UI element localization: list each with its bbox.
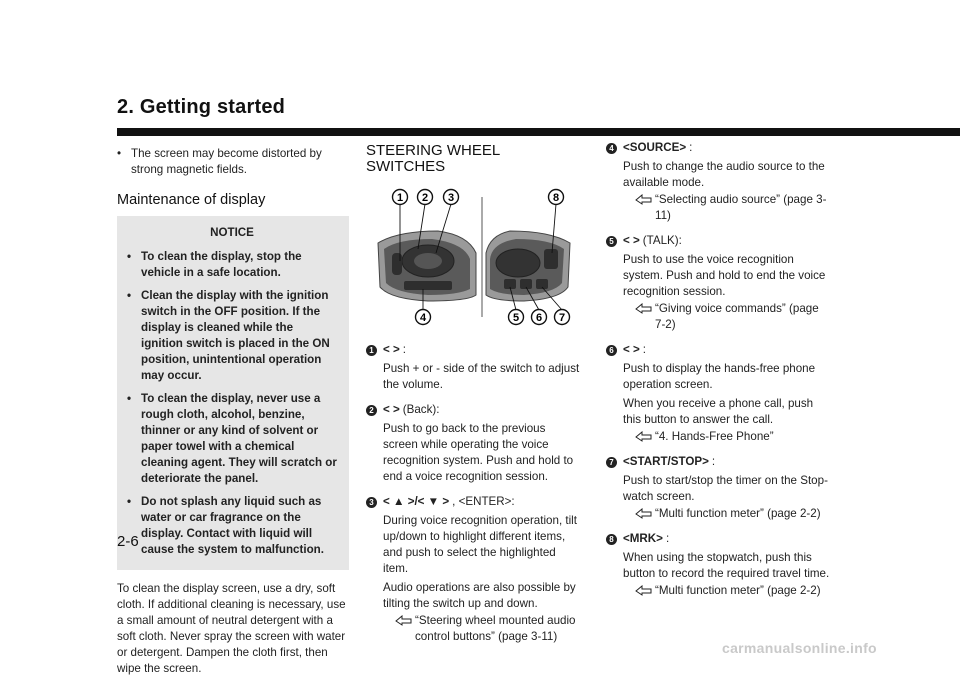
callout-4 <box>416 310 431 325</box>
item-description: When you receive a phone call, push this button to answer the call. <box>623 397 814 426</box>
switch-symbol: < > <box>383 343 400 356</box>
page-number: 2-6 <box>117 533 139 550</box>
bullet-text: The screen may become distorted by strong magnetic fields. <box>131 147 322 176</box>
item-description: During voice recognition operation, tilt up/down to highlight different items, and push to select the highlighted item. <box>383 514 577 575</box>
svg-text:5: 5 <box>512 312 520 324</box>
item-number: 6 <box>606 345 617 356</box>
notice-heading: NOTICE <box>210 226 254 239</box>
switch-symbol: < ▲ >/< ▼ > <box>383 495 450 508</box>
maintenance-heading: Maintenance of display <box>117 192 266 208</box>
switch-item-4 <box>606 140 831 224</box>
callout-1 <box>393 190 408 205</box>
reference-pointer-icon <box>635 508 652 519</box>
callout-2 <box>418 190 433 205</box>
reference-text: “4. Hands-Free Phone” <box>655 430 774 443</box>
chapter-rule <box>117 128 960 136</box>
item-description: Push + or - side of the switch to adjust the volume. <box>383 362 580 391</box>
switch-item-8 <box>606 531 831 599</box>
reference-pointer-icon <box>635 303 652 314</box>
chapter-title: 2. Getting started <box>117 96 286 118</box>
bullet-distortion <box>117 146 349 178</box>
steering-switches-heading: STEERING WHEEL SWITCHES <box>366 142 500 175</box>
svg-text:6: 6 <box>535 312 543 324</box>
notice-item: • To clean the display, stop the vehicle in a safe location. <box>127 249 337 281</box>
svg-text:4: 4 <box>419 312 427 324</box>
switch-label: : <box>689 141 693 154</box>
reference-text: “Selecting audio source” (page 3-11) <box>655 193 827 222</box>
svg-text:8: 8 <box>552 192 560 204</box>
switch-item-3 <box>366 494 581 645</box>
callout-7 <box>555 310 570 325</box>
switch-item-2 <box>366 402 581 485</box>
column-steering-switches <box>366 143 581 645</box>
column-maintenance <box>117 146 349 677</box>
svg-text:7: 7 <box>558 312 566 324</box>
cleaning-paragraph: To clean the display screen, use a dry, soft cloth. If additional cleaning is necessary, use a small amount of neutral detergent with a soft cloth. Never spray the screen with water or detergent. Dampen the cloth first, then wipe the screen. <box>117 582 346 675</box>
switch-symbol: < > <box>623 343 640 356</box>
switch-label: : <box>402 343 406 356</box>
svg-text:2: 2 <box>421 192 429 204</box>
switch-item-5 <box>606 233 831 333</box>
notice-item-text: Clean the display with the ignition switch in the OFF position. If the display is cleaned while the ignition switch is placed in the ON position, unintentional operation may occur. <box>141 289 330 382</box>
item-description: Push to display the hands-free phone operation screen. <box>623 362 816 391</box>
switch-symbol: < > <box>383 403 400 416</box>
notice-item-text: To clean the display, stop the vehicle in a safe location. <box>141 250 302 279</box>
notice-item-text: To clean the display, never use a rough cloth, alcohol, benzine, thinner or any kind of solvent or paper towel with a chemical cleaning agent. They will scratch or deteriorate the panel. <box>141 392 337 485</box>
reference-text: “Multi function meter” (page 2-2) <box>655 507 821 520</box>
column-switch-descriptions <box>606 140 831 599</box>
item-description: Push to use the voice recognition system. Push and hold to end the voice recognition session. <box>623 253 826 298</box>
item-description: Audio operations are also possible by tilting the switch up and down. <box>383 581 576 610</box>
item-number: 3 <box>366 497 377 508</box>
notice-item: • To clean the display, never use a rough cloth, alcohol, benzine, thinner or any kind of solvent or paper towel with a chemical cleaning agent. They will scratch or deteriorate the panel. <box>127 392 337 485</box>
reference-pointer-icon <box>635 194 652 205</box>
page-reference[interactable] <box>383 613 581 645</box>
switch-symbol: < > <box>623 234 640 247</box>
switch-symbol: <MRK> <box>623 532 663 545</box>
switch-symbol: <SOURCE> <box>623 141 687 154</box>
notice-item-text: Do not splash any liquid such as water or car fragrance on the display. Contact with liquid will cause the system to malfunction. <box>141 495 324 556</box>
item-description: Push to start/stop the timer on the Stop-watch screen. <box>623 474 828 503</box>
item-number: 1 <box>366 345 377 356</box>
item-number: 4 <box>606 143 617 154</box>
switch-label: : <box>711 455 716 468</box>
reference-pointer-icon <box>635 585 652 596</box>
item-number: 2 <box>366 405 377 416</box>
notice-item: • Clean the display with the ignition switch in the OFF position. If the display is cleaned while the ignition switch is placed in the ON position, unintentional operation may occur. <box>127 288 337 384</box>
page-reference[interactable] <box>623 301 831 333</box>
switch-label: (TALK): <box>642 234 682 247</box>
switch-item-6 <box>606 342 831 445</box>
reference-text: “Multi function meter” (page 2-2) <box>655 584 821 597</box>
callout-3 <box>444 190 459 205</box>
svg-text:3: 3 <box>447 192 455 204</box>
item-description: Push to change the audio source to the available mode. <box>623 160 825 189</box>
switch-label: : <box>642 343 646 356</box>
item-number: 5 <box>606 236 617 247</box>
switch-item-7 <box>606 454 831 522</box>
watermark: carmanualsonline.info <box>722 640 877 656</box>
notice-item: • Do not splash any liquid such as water or car fragrance on the display. Contact with liquid will cause the system to malfunction. <box>127 494 337 558</box>
reference-pointer-icon <box>635 431 652 442</box>
callout-6 <box>532 310 547 325</box>
page-reference[interactable] <box>623 192 831 224</box>
switch-label: (Back): <box>402 403 440 416</box>
item-description: When using the stopwatch, push this button to record the required travel time. <box>623 551 830 580</box>
steering-wheel-illustration <box>368 183 580 333</box>
page-reference[interactable] <box>623 506 831 522</box>
svg-text:1: 1 <box>396 192 404 204</box>
switch-label: : <box>665 532 670 545</box>
switch-item-1 <box>366 342 581 393</box>
item-number: 7 <box>606 457 617 468</box>
callout-5 <box>509 310 524 325</box>
page-reference[interactable] <box>623 583 831 599</box>
page-reference[interactable] <box>623 429 831 445</box>
reference-text: “Giving voice commands” (page 7-2) <box>655 302 819 331</box>
item-number: 8 <box>606 534 617 545</box>
callout-8 <box>549 190 564 205</box>
switch-symbol: <START/STOP> <box>623 455 709 468</box>
reference-text: “Steering wheel mounted audio control buttons” (page 3-11) <box>415 614 576 643</box>
bullet-dot: • <box>117 147 122 160</box>
notice-box <box>117 216 349 570</box>
item-description: Push to go back to the previous screen while operating the voice recognition system. Push and hold to end a voice recognition session. <box>383 422 574 483</box>
switch-label: , <ENTER>: <box>452 495 515 508</box>
reference-pointer-icon <box>395 615 412 626</box>
